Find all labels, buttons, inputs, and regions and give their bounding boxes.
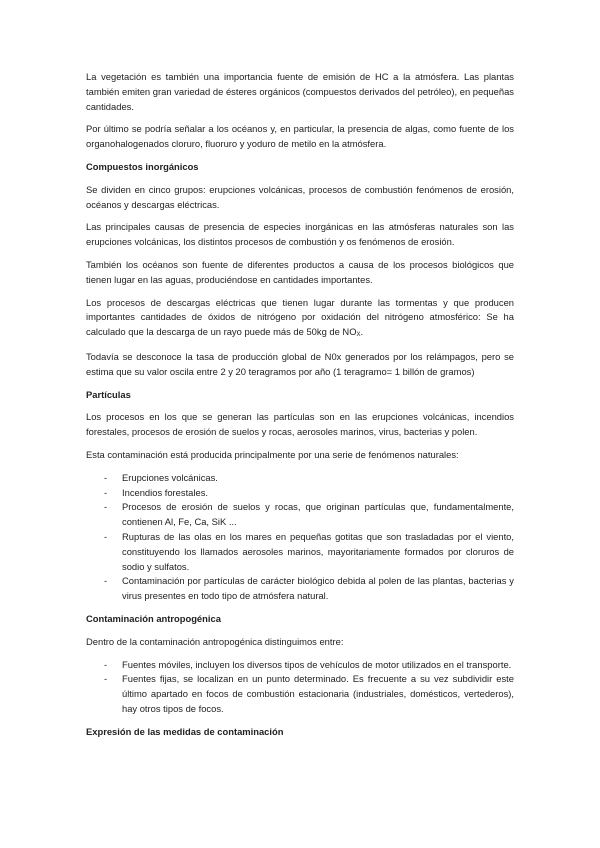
paragraph: Esta contaminación está producida principalmente por una serie de fenómenos naturales: bbox=[86, 448, 459, 460]
list-item-text: Procesos de erosión de suelos y rocas, que originan partículas que, fundamentalmente, contienen Al, Fe, Ca, SiK ... bbox=[122, 501, 514, 528]
paragraph: También los océanos son fuente de diferentes productos a causa de los procesos biológicos que tienen lugar en las aguas, produciéndose en cantidades importantes. bbox=[86, 258, 514, 285]
section-heading: Partículas bbox=[86, 388, 131, 400]
list-item-text: Incendios forestales. bbox=[122, 486, 208, 498]
bullet-list bbox=[86, 658, 514, 717]
paragraph: Dentro de la contaminación antropogénica distinguimos entre: bbox=[86, 635, 344, 647]
list-item-text: Contaminación por partículas de carácter biológico debida al polen de las plantas, bacterias y virus presentes en todo tipo de atmósfera natural. bbox=[122, 575, 514, 602]
section-heading: Expresión de las medidas de contaminación bbox=[86, 725, 284, 737]
list-item-text: Rupturas de las olas en los mares en pequeñas gotitas que son trasladadas por el viento, constituyendo los llamados aerosoles marinos, mayoritariamente formados por cloruros de sodio y sulfatos. bbox=[122, 530, 514, 572]
list-item bbox=[86, 574, 514, 604]
section-heading: Compuestos inorgánicos bbox=[86, 160, 199, 172]
section-heading: Contaminación antropogénica bbox=[86, 612, 221, 624]
bullet-list bbox=[86, 471, 514, 604]
paragraph: Las principales causas de presencia de especies inorgánicas en las atmósferas naturales son las erupciones volcánicas, los distintos procesos de combustión y os fenómenos de erosión. bbox=[86, 221, 514, 248]
dash-bullet: - bbox=[104, 530, 108, 542]
list-item bbox=[86, 672, 514, 716]
dash-bullet: - bbox=[104, 673, 108, 685]
dash-bullet: - bbox=[104, 575, 108, 587]
list-item bbox=[86, 486, 514, 501]
subscript: X bbox=[356, 332, 361, 339]
list-item bbox=[86, 530, 514, 574]
list-item bbox=[86, 500, 514, 530]
paragraph: Los procesos en los que se generan las partículas son en las erupciones volcánicas, incendios forestales, procesos de erosión de suelos y rocas, aerosoles marinos, virus, bacterias y polen. bbox=[86, 411, 514, 438]
dash-bullet: - bbox=[104, 471, 108, 483]
list-item bbox=[86, 658, 514, 673]
paragraph-text: Los procesos de descargas eléctricas que tienen lugar durante las tormentas y que producen importantes cantidades de óxidos de nitrógeno por oxidación del nitrógeno atmosférico: Se ha calculado que la descarga de un rayo puede más de 50kg de NO bbox=[86, 296, 514, 338]
paragraph: Se dividen en cinco grupos: erupciones volcánicas, procesos de combustión fenómenos de erosión, océanos y descargas eléctricas. bbox=[86, 183, 514, 210]
list-item-text: Fuentes móviles, incluyen los diversos tipos de vehículos de motor utilizados en el transporte. bbox=[122, 658, 512, 670]
paragraph: Todavía se desconoce la tasa de producción global de N0x generados por los relámpagos, pero se estima que su valor oscila entre 2 y 20 teragramos por año (1 teragramo= 1 billón de gramos) bbox=[86, 350, 514, 377]
paragraph: La vegetación es también una importancia fuente de emisión de HC a la atmósfera. Las plantas también emiten gran variedad de ésteres orgánicos (compuestos derivados del petróleo), en pequeñas cantidades. bbox=[86, 71, 514, 112]
dash-bullet: - bbox=[104, 486, 108, 498]
dash-bullet: - bbox=[104, 501, 108, 513]
paragraph-end: . bbox=[360, 326, 364, 338]
paragraph: Por último se podría señalar a los océanos y, en particular, la presencia de algas, como fuente de los organohalogenados cloruro, fluoruro y yoduro de metilo en la atmósfera. bbox=[86, 123, 514, 150]
list-item-text: Fuentes fijas, se localizan en un punto determinado. Es frecuente a su vez subdividir este último apartado en focos de combustión estacionaria (industriales, domésticos, vertederos), hay otros tipos de focos. bbox=[122, 673, 514, 714]
dash-bullet: - bbox=[104, 658, 108, 670]
list-item bbox=[86, 471, 514, 486]
paragraph bbox=[86, 296, 514, 342]
list-item-text: Erupciones volcánicas. bbox=[122, 471, 218, 483]
